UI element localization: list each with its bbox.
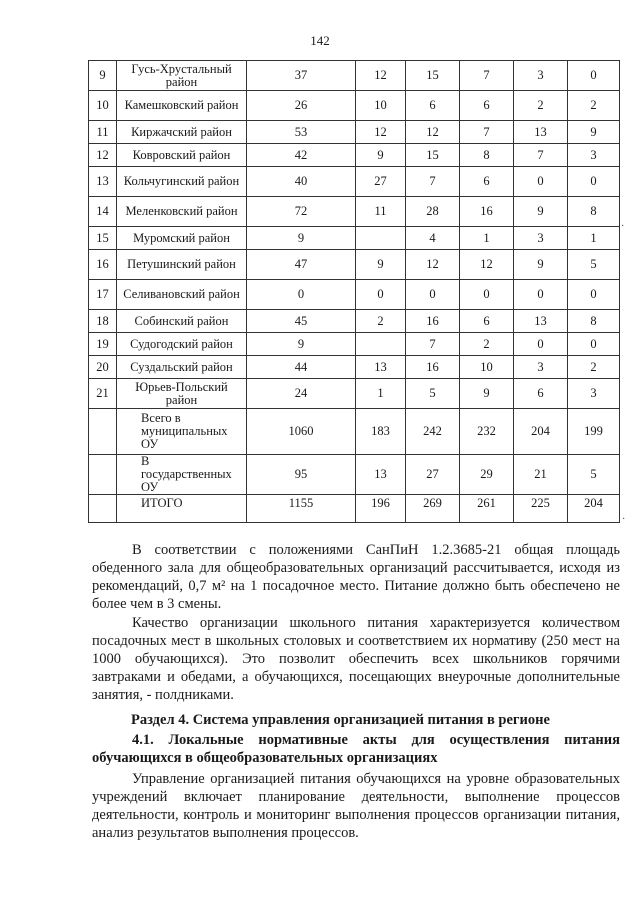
- district-name: Судогодский район: [117, 333, 247, 356]
- table-row: [89, 379, 620, 409]
- row-number: 12: [89, 144, 117, 167]
- row-number-empty: [89, 495, 117, 523]
- margin-mark: ·: [621, 221, 625, 232]
- cell-value: 10: [460, 356, 514, 379]
- cell-value: 3: [514, 61, 568, 91]
- cell-value: 2: [460, 333, 514, 356]
- row-number: 10: [89, 91, 117, 121]
- row-number: 17: [89, 280, 117, 310]
- table-row: [89, 280, 620, 310]
- cell-value: 2: [568, 91, 620, 121]
- district-name: Гусь-Хрустальный район: [117, 61, 247, 91]
- cell-value: 47: [247, 250, 356, 280]
- total-label: ИТОГО: [117, 495, 247, 523]
- table-row: [89, 310, 620, 333]
- cell-value: 6: [406, 91, 460, 121]
- total-row: [89, 455, 620, 495]
- cell-value: 6: [514, 379, 568, 409]
- cell-value: 9: [356, 144, 406, 167]
- cell-value: 13: [514, 121, 568, 144]
- district-name: Петушинский район: [117, 250, 247, 280]
- cell-value: 0: [406, 280, 460, 310]
- row-number: 14: [89, 197, 117, 227]
- cell-value: 16: [406, 356, 460, 379]
- cell-value: 72: [247, 197, 356, 227]
- cell-value: 1: [568, 227, 620, 250]
- total-value: 5: [568, 455, 620, 495]
- cell-value: 0: [568, 333, 620, 356]
- table-row: [89, 121, 620, 144]
- cell-value: 7: [406, 167, 460, 197]
- cell-value: 3: [514, 227, 568, 250]
- cell-value: 2: [514, 91, 568, 121]
- district-name: Муромский район: [117, 227, 247, 250]
- paragraph-quality: Качество организации школьного питания характеризуется количеством посадочных мест в школьных столовых и соответствием их нормативу (250 мест на 1000 обучающихся). Это позволит обеспечить всех школьников горячими завтраками и обедами, а обучающихся, посещающих внеурочные дополнительные занятия, - полдниками.: [92, 615, 620, 703]
- cell-value: 0: [514, 280, 568, 310]
- total-value: 27: [406, 455, 460, 495]
- row-number: 15: [89, 227, 117, 250]
- total-value: 269: [406, 495, 460, 523]
- total-row: [89, 409, 620, 455]
- total-value: 232: [460, 409, 514, 455]
- cell-value: 3: [568, 379, 620, 409]
- section-heading: Раздел 4. Система управления организацией питания в регионе: [131, 712, 550, 728]
- row-number: 18: [89, 310, 117, 333]
- total-value: 199: [568, 409, 620, 455]
- cell-value: [356, 333, 406, 356]
- row-number: 20: [89, 356, 117, 379]
- row-number: 9: [89, 61, 117, 91]
- cell-value: 16: [460, 197, 514, 227]
- cell-value: 9: [356, 250, 406, 280]
- district-name: Суздальский район: [117, 356, 247, 379]
- total-value: 204: [514, 409, 568, 455]
- cell-value: 11: [356, 197, 406, 227]
- district-name: Кольчугинский район: [117, 167, 247, 197]
- cell-value: 7: [460, 121, 514, 144]
- total-value: 242: [406, 409, 460, 455]
- paragraph-management: Управление организацией питания обучающихся на уровне образовательных учреждений включает планирование деятельности, выполнение процессов деятельности, контроль и мониторинг выполнения процессов организации питания, анализ результатов выполнения процессов.: [92, 771, 620, 841]
- cell-value: 7: [406, 333, 460, 356]
- total-value: 196: [356, 495, 406, 523]
- cell-value: 0: [514, 167, 568, 197]
- total-label: В государственных ОУ: [117, 455, 247, 495]
- cell-value: 2: [568, 356, 620, 379]
- statistics-table: [88, 60, 620, 523]
- table-row: [89, 333, 620, 356]
- cell-value: 9: [247, 333, 356, 356]
- table-row: [89, 227, 620, 250]
- cell-value: 0: [247, 280, 356, 310]
- total-value: 183: [356, 409, 406, 455]
- cell-value: 5: [406, 379, 460, 409]
- cell-value: 7: [460, 61, 514, 91]
- total-row: [89, 495, 620, 523]
- cell-value: 24: [247, 379, 356, 409]
- total-value: 225: [514, 495, 568, 523]
- cell-value: 42: [247, 144, 356, 167]
- total-value: 21: [514, 455, 568, 495]
- row-number: 16: [89, 250, 117, 280]
- cell-value: 0: [568, 280, 620, 310]
- table-row: [89, 250, 620, 280]
- cell-value: 8: [460, 144, 514, 167]
- row-number: 11: [89, 121, 117, 144]
- total-value: 95: [247, 455, 356, 495]
- cell-value: 53: [247, 121, 356, 144]
- table-row: [89, 356, 620, 379]
- cell-value: 3: [514, 356, 568, 379]
- total-value: 1155: [247, 495, 356, 523]
- cell-value: 7: [514, 144, 568, 167]
- cell-value: 13: [356, 356, 406, 379]
- cell-value: 9: [514, 197, 568, 227]
- cell-value: 26: [247, 91, 356, 121]
- cell-value: 8: [568, 310, 620, 333]
- cell-value: 0: [568, 167, 620, 197]
- district-name: Селивановский район: [117, 280, 247, 310]
- paragraph-sanpin: В соответствии с положениями СанПиН 1.2.3685-21 общая площадь обеденного зала для общеобразовательных организаций рассчитывается, исходя из рекомендаций, 0,7 м² на 1 посадочное место. Питание должно быть обеспечено не более чем в 3 смены.: [92, 542, 620, 612]
- cell-value: 9: [247, 227, 356, 250]
- total-value: 261: [460, 495, 514, 523]
- cell-value: [356, 227, 406, 250]
- total-label: Всего в муниципальных ОУ: [117, 409, 247, 455]
- table-row: [89, 91, 620, 121]
- district-name: Собинский район: [117, 310, 247, 333]
- cell-value: 9: [460, 379, 514, 409]
- total-value: 1060: [247, 409, 356, 455]
- cell-value: 12: [356, 121, 406, 144]
- cell-value: 16: [406, 310, 460, 333]
- cell-value: 40: [247, 167, 356, 197]
- cell-value: 1: [460, 227, 514, 250]
- cell-value: 8: [568, 197, 620, 227]
- cell-value: 6: [460, 91, 514, 121]
- cell-value: 15: [406, 144, 460, 167]
- total-value: 204: [568, 495, 620, 523]
- table-row: [89, 61, 620, 91]
- district-name: Юрьев-Польский район: [117, 379, 247, 409]
- total-value: 13: [356, 455, 406, 495]
- district-name: Ковровский район: [117, 144, 247, 167]
- row-number-empty: [89, 455, 117, 495]
- cell-value: 45: [247, 310, 356, 333]
- cell-value: 6: [460, 167, 514, 197]
- cell-value: 15: [406, 61, 460, 91]
- row-number: 13: [89, 167, 117, 197]
- district-name: Меленковский район: [117, 197, 247, 227]
- cell-value: 28: [406, 197, 460, 227]
- subsection-heading: 4.1. Локальные нормативные акты для осуществления питания обучающихся в общеобразовательных организациях: [92, 732, 620, 766]
- cell-value: 4: [406, 227, 460, 250]
- row-number-empty: [89, 409, 117, 455]
- cell-value: 2: [356, 310, 406, 333]
- page-number: 142: [310, 33, 330, 48]
- district-name: Киржачский район: [117, 121, 247, 144]
- cell-value: 44: [247, 356, 356, 379]
- cell-value: 12: [406, 250, 460, 280]
- cell-value: 9: [514, 250, 568, 280]
- cell-value: 0: [514, 333, 568, 356]
- cell-value: 6: [460, 310, 514, 333]
- row-number: 21: [89, 379, 117, 409]
- cell-value: 12: [460, 250, 514, 280]
- total-value: 29: [460, 455, 514, 495]
- cell-value: 37: [247, 61, 356, 91]
- cell-value: 10: [356, 91, 406, 121]
- cell-value: 0: [568, 61, 620, 91]
- table-row: [89, 197, 620, 227]
- district-name: Камешковский район: [117, 91, 247, 121]
- cell-value: 0: [356, 280, 406, 310]
- table-body: [89, 61, 620, 523]
- row-number: 19: [89, 333, 117, 356]
- margin-mark: ·: [622, 514, 626, 525]
- cell-value: 1: [356, 379, 406, 409]
- cell-value: 27: [356, 167, 406, 197]
- cell-value: 12: [406, 121, 460, 144]
- cell-value: 0: [460, 280, 514, 310]
- table-row: [89, 144, 620, 167]
- cell-value: 9: [568, 121, 620, 144]
- cell-value: 12: [356, 61, 406, 91]
- cell-value: 3: [568, 144, 620, 167]
- table-row: [89, 167, 620, 197]
- cell-value: 13: [514, 310, 568, 333]
- cell-value: 5: [568, 250, 620, 280]
